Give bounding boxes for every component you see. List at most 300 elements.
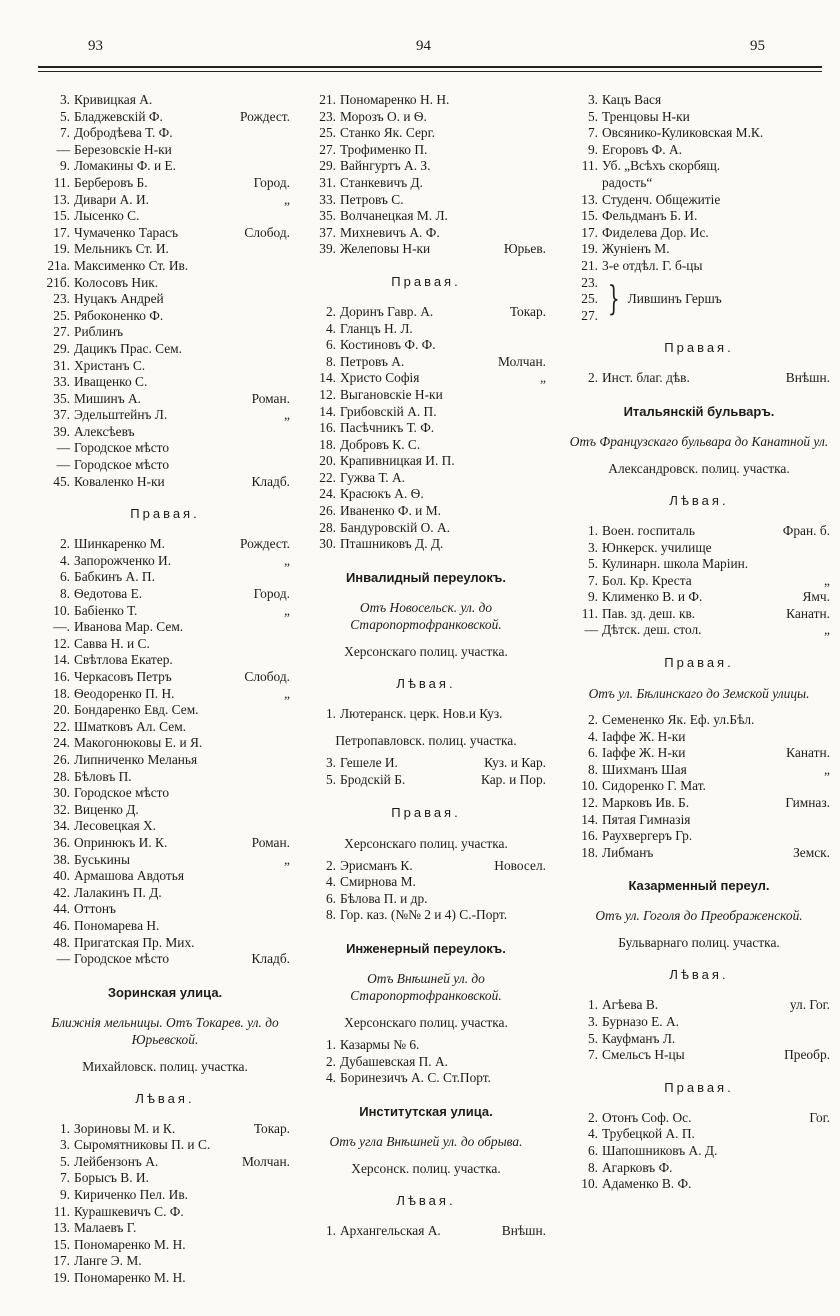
resident-name: Воен. госпиталь: [602, 522, 695, 538]
address-entry: [306, 241, 546, 258]
resident-name: Морозъ О. и Ѳ.: [340, 108, 427, 124]
house-number: 1.: [325, 705, 336, 721]
address-entry: [568, 225, 830, 242]
resident-name: Ломакины Ф. и Е.: [74, 158, 177, 174]
resident-name: Опринюкъ И. К.: [74, 834, 168, 850]
address-entry: [568, 845, 830, 862]
house-number: —: [56, 141, 70, 157]
address-entry: [568, 812, 830, 829]
resident-name: Уб. „Всѣхъ скорбящ.: [602, 158, 721, 174]
house-number: 23.: [53, 291, 70, 307]
cross-street-note: Роман.: [251, 390, 290, 406]
side-heading-right: Правая.: [391, 273, 461, 289]
address-entry: [40, 258, 290, 275]
house-number: 6.: [587, 745, 598, 761]
house-number: 18.: [319, 436, 336, 452]
resident-name: Егоровъ Ф. А.: [602, 141, 682, 157]
resident-name: Грибовскій А. П.: [340, 403, 437, 419]
resident-name: Ѳедотова Е.: [74, 586, 143, 602]
house-number: 46.: [53, 917, 70, 933]
house-number: 24.: [53, 735, 70, 751]
address-entry: [40, 391, 290, 408]
house-number: 38.: [53, 851, 70, 867]
house-number: 17.: [581, 224, 598, 240]
address-entry: [40, 1187, 290, 1204]
police-precinct: Херсонскаго полиц. участка.: [344, 835, 508, 851]
house-number: 37.: [319, 224, 336, 240]
address-entry: [568, 1031, 830, 1048]
house-number: 4.: [325, 320, 336, 336]
resident-name: Бабкинъ А. П.: [74, 569, 155, 585]
resident-name: Шматковъ Ал. Сем.: [74, 718, 187, 734]
resident-name: Шинкаренко М.: [74, 536, 166, 552]
resident-name: Станкевичъ Д.: [340, 174, 423, 190]
resident-name: Бладжевскій Ф.: [74, 108, 163, 124]
house-number: 5.: [59, 1153, 70, 1169]
address-entry: [568, 158, 830, 175]
house-number: 10.: [53, 602, 70, 618]
address-entry: [306, 208, 546, 225]
resident-name: радость“: [602, 174, 653, 190]
resident-name: Красюкъ А. Ѳ.: [340, 486, 424, 502]
address-entry: [40, 735, 290, 752]
house-number: 15.: [53, 208, 70, 224]
house-number: 5.: [587, 556, 598, 572]
resident-name: Армашова Авдотья: [74, 868, 185, 884]
resident-name: Кириченко Пел. Ив.: [74, 1187, 189, 1203]
address-entry: [568, 556, 830, 573]
house-number: —.: [53, 619, 70, 635]
house-number: 33.: [53, 374, 70, 390]
resident-name: Агѣева В.: [602, 997, 659, 1013]
house-number: 19.: [53, 1270, 70, 1286]
house-number: —: [56, 951, 70, 967]
house-number: 27.: [581, 307, 598, 323]
house-number: 11.: [53, 174, 70, 190]
cross-street-note: Куз. и Кар.: [484, 755, 546, 771]
house-number: 2.: [587, 370, 598, 386]
address-entry: [40, 818, 290, 835]
resident-name: Гланцъ Н. Л.: [340, 320, 413, 336]
resident-name: Дѣтск. деш. стол.: [602, 622, 702, 638]
address-entry: [568, 523, 830, 540]
address-entry: [40, 275, 290, 292]
house-number: 5.: [325, 772, 336, 788]
address-entry: [40, 935, 290, 952]
house-number: 22.: [319, 469, 336, 485]
house-number: 12.: [581, 795, 598, 811]
address-entry: [40, 752, 290, 769]
house-number: 1.: [587, 522, 598, 538]
house-number: 14.: [53, 652, 70, 668]
address-entry: [40, 308, 290, 325]
house-number: 30.: [53, 785, 70, 801]
address-entry: [40, 802, 290, 819]
address-entry: [306, 891, 546, 908]
side-heading-right: Правая.: [664, 1079, 734, 1095]
resident-name: Городское мѣсто: [74, 440, 170, 456]
house-number: 10.: [581, 778, 598, 794]
resident-name: Петровъ А.: [340, 353, 405, 369]
resident-name: Нуцакъ Андрей: [74, 291, 164, 307]
house-number: 3.: [59, 1137, 70, 1153]
street-route: Отъ угла Внѣшней ул. до обрыва.: [329, 1133, 523, 1149]
resident-name: Пташниковъ Д. Д.: [340, 536, 444, 552]
street-title: Институтская улица.: [359, 1103, 493, 1119]
side-heading-left: Лѣвая.: [669, 967, 729, 983]
resident-name: Виценко Д.: [74, 801, 139, 817]
house-number: 16.: [319, 420, 336, 436]
cross-street-note: Слобод.: [244, 669, 290, 684]
address-entry: [40, 1270, 290, 1287]
house-number: 8.: [325, 907, 336, 923]
resident-name: Гужва Т. А.: [340, 469, 405, 485]
resident-name: Березовскіе Н-ки: [74, 141, 172, 157]
resident-name: Борысъ В. И.: [74, 1170, 149, 1186]
cross-street-note: „: [284, 191, 290, 207]
address-entry: [568, 92, 830, 109]
address-entry: [306, 304, 546, 321]
resident-name: Буськины: [74, 851, 130, 867]
address-entry: [568, 745, 830, 762]
resident-name: Кривицкая А.: [74, 92, 153, 107]
house-number: 14.: [319, 370, 336, 386]
address-entry: [40, 474, 290, 491]
house-number: 29.: [319, 158, 336, 174]
address-entry: [306, 158, 546, 175]
cross-street-note: „: [284, 851, 290, 867]
resident-name: Риблинъ: [74, 324, 124, 340]
side-heading-left: Лѣвая.: [396, 675, 456, 691]
cross-street-note: Токар.: [253, 1120, 290, 1136]
resident-name: Лалакинъ П. Д.: [74, 884, 162, 900]
house-number: —: [584, 622, 598, 638]
house-number: 11.: [581, 605, 598, 621]
address-entry: [568, 175, 830, 192]
address-list: [306, 755, 546, 788]
address-entry: [40, 619, 290, 636]
column-page-93: [40, 92, 290, 1287]
address-entry: [568, 1110, 830, 1127]
address-entry: [568, 795, 830, 812]
cross-street-note: Ямч.: [802, 589, 830, 605]
house-number: 14.: [319, 403, 336, 419]
house-number: 34.: [53, 818, 70, 834]
resident-name: Шихманъ Шая: [602, 761, 687, 777]
header-rule-thin: [38, 71, 822, 72]
house-number: 22.: [53, 718, 70, 734]
house-number: 27.: [53, 324, 70, 340]
cross-street-note: Гог.: [809, 1109, 830, 1125]
resident-name: Семененко Як. Еф. ул.Бѣл.: [602, 712, 755, 728]
page-number-left: 93: [88, 38, 103, 54]
cross-street-note: Город.: [253, 586, 290, 602]
resident-name: Максименко Ст. Ив.: [74, 257, 189, 273]
resident-name: Чумаченко Тарасъ: [74, 224, 179, 240]
house-number: 42.: [53, 884, 70, 900]
address-list: [306, 858, 546, 924]
side-heading-left: Лѣвая.: [135, 1090, 195, 1106]
street-title: Инженерный переулокъ.: [346, 941, 506, 956]
cross-street-note: Токар.: [509, 303, 546, 319]
house-number: 5.: [587, 1030, 598, 1046]
street-route: Отъ Новосельск. ул. до Старопортофранковской.: [350, 599, 502, 632]
resident-name: Доринъ Гавр. А.: [340, 303, 434, 319]
resident-name: Рябоконенко Ф.: [74, 307, 164, 323]
resident-name: Оттонъ: [74, 901, 116, 917]
resident-name: Кацъ Вася: [602, 92, 662, 107]
house-number: 9.: [59, 1187, 70, 1203]
address-entry: [40, 918, 290, 935]
resident-name: Городское мѣсто: [74, 457, 170, 473]
house-number: 1.: [59, 1120, 70, 1136]
resident-name: Дацикъ Прас. Сем.: [74, 340, 182, 356]
address-entry: [568, 997, 830, 1014]
resident-name: Клименко В. и Ф.: [602, 589, 703, 605]
police-precinct: Михайловск. полиц. участка.: [82, 1058, 248, 1074]
house-number: 8.: [587, 761, 598, 777]
resident-name: Мельникъ Ст. И.: [74, 241, 169, 257]
house-number: 6.: [587, 1142, 598, 1158]
house-number: 21.: [581, 257, 598, 273]
resident-name: Пригатская Пр. Мих.: [74, 934, 195, 950]
house-number: 16.: [53, 669, 70, 684]
address-entry: [40, 669, 290, 686]
resident-name: Иваненко Ф. и М.: [340, 503, 441, 519]
cross-street-note: „: [824, 572, 830, 588]
resident-name: Христанъ С.: [74, 357, 146, 373]
resident-name: Колосовъ Ник.: [74, 274, 159, 290]
resident-name: Выгановскіе Н-ки: [340, 386, 443, 402]
address-entry: [40, 109, 290, 126]
address-entry: [40, 835, 290, 852]
address-entry: [568, 241, 830, 258]
house-number: —: [56, 457, 70, 473]
house-number: 2.: [325, 857, 336, 873]
resident-name: Коваленко Н-ки: [74, 473, 165, 489]
police-precinct: Херсонск. полиц. участка.: [351, 1160, 501, 1176]
resident-name: Макогонюковы Е. и Я.: [74, 735, 203, 751]
address-entry: [568, 762, 830, 779]
address-entry: [568, 192, 830, 209]
address-entry: [568, 828, 830, 845]
resident-name: Лесовецкая Х.: [74, 818, 157, 834]
resident-name: Черкасовъ Петръ: [74, 669, 172, 684]
address-entry: [40, 536, 290, 553]
cross-street-note: Новосел.: [494, 857, 546, 873]
address-entry: [568, 1160, 830, 1177]
house-number: 40.: [53, 868, 70, 884]
address-list: [568, 523, 830, 639]
address-entry: [568, 540, 830, 557]
address-entry: [306, 486, 546, 503]
address-entry: [306, 225, 546, 242]
resident-name: Бондаренко Евд. Сем.: [74, 702, 199, 718]
cross-street-note: Канатн.: [786, 605, 830, 621]
resident-name: Михневичъ А. Ф.: [340, 224, 440, 240]
resident-name: Архангельская А.: [340, 1222, 441, 1238]
house-number: 30.: [319, 536, 336, 552]
house-number: 6.: [59, 569, 70, 585]
address-entry: [306, 437, 546, 454]
address-entry: [40, 225, 290, 242]
side-heading-right: Правая.: [130, 506, 200, 522]
address-entry: [40, 951, 290, 968]
address-list: [40, 536, 290, 967]
cross-street-note: Юрьев.: [503, 241, 546, 257]
resident-name: Студенч. Общежитіе: [602, 191, 721, 207]
address-entry: [306, 420, 546, 437]
address-list: [306, 1223, 546, 1240]
address-entry: [306, 1223, 546, 1240]
house-number: 3.: [325, 755, 336, 771]
address-entry: [568, 1176, 830, 1193]
address-entry: [306, 772, 546, 789]
cross-street-note: „: [824, 622, 830, 638]
resident-name: Смельсъ Н-цы: [602, 1047, 685, 1063]
house-number: 2.: [325, 303, 336, 319]
street-route: Отъ ул. Гоголя до Преображенской.: [595, 908, 803, 924]
house-number: 33.: [319, 191, 336, 207]
resident-name: Бродскій Б.: [340, 772, 406, 788]
resident-name: Отонъ Соф. Ос.: [602, 1109, 692, 1125]
house-number: 21б.: [46, 274, 70, 290]
address-entry: [306, 387, 546, 404]
house-number: 18.: [53, 685, 70, 701]
resident-name: Городское мѣсто: [74, 785, 170, 801]
resident-name: Бурназо Е. А.: [602, 1014, 680, 1029]
house-number: 2.: [59, 536, 70, 552]
house-number: 23.: [581, 274, 598, 290]
house-number: 37.: [53, 407, 70, 423]
resident-name: Добродѣева Т. Ф.: [74, 125, 173, 141]
address-entry: [306, 470, 546, 487]
cross-street-note: Преобр.: [784, 1047, 830, 1063]
address-entry: [306, 1054, 546, 1071]
resident-name: Курашкевичъ С. Ф.: [74, 1203, 184, 1219]
address-list: [40, 1121, 290, 1287]
house-number: 11.: [53, 1203, 70, 1219]
resident-name: Савва Н. и С.: [74, 635, 150, 651]
resident-name: Трофименко П.: [340, 141, 428, 157]
resident-name: Эрисманъ К.: [340, 857, 413, 873]
address-entry: [568, 208, 830, 225]
house-number: 2.: [587, 712, 598, 728]
resident-name: Смирнова М.: [340, 874, 416, 890]
address-entry: [568, 1143, 830, 1160]
house-number: 28.: [53, 768, 70, 784]
address-entry: [306, 109, 546, 126]
resident-name: Агарковъ Ф.: [602, 1159, 673, 1175]
resident-name: Бандуровскій О. А.: [340, 519, 451, 535]
resident-name: Бѣлова П. и др.: [340, 890, 428, 906]
header-rule-thick: [38, 66, 822, 68]
resident-name: Станко Як. Серг.: [340, 125, 435, 141]
resident-name: Юнкерск. училище: [602, 539, 712, 555]
house-number: 13.: [53, 191, 70, 207]
address-entry: [568, 778, 830, 795]
address-entry: [568, 109, 830, 126]
resident-name: Петровъ С.: [340, 191, 404, 207]
resident-name: Фельдманъ Б. И.: [602, 208, 698, 224]
house-number: 9.: [587, 589, 598, 605]
house-number: 6.: [325, 337, 336, 353]
resident-name: Бабіенко Т.: [74, 602, 138, 618]
address-entry: [40, 1137, 290, 1154]
house-number: 17.: [53, 224, 70, 240]
resident-name: Адаменко В. Ф.: [602, 1176, 692, 1192]
resident-name: Сыромятниковы П. и С.: [74, 1137, 211, 1153]
resident-name: Малаевъ Г.: [74, 1220, 137, 1236]
house-number: 8.: [325, 353, 336, 369]
address-entry: [568, 729, 830, 746]
address-entry: [40, 785, 290, 802]
address-list: [568, 997, 830, 1063]
cross-street-note: Канатн.: [786, 745, 830, 761]
address-entry: [40, 341, 290, 358]
cross-street-note: Фран. б.: [782, 522, 830, 538]
resident-name: 3-е отдѣл. Г. б-цы: [602, 257, 703, 273]
address-entry: [40, 175, 290, 192]
resident-name: Иващенко С.: [74, 374, 148, 390]
cross-street-note: „: [824, 761, 830, 777]
address-entry: [40, 1220, 290, 1237]
resident-name: Іаффе Ж. Н-ки: [602, 745, 686, 761]
street-route: Отъ Внѣшней ул. до Старопортофранковской.: [350, 971, 502, 1003]
side-heading-right: Правая.: [391, 804, 461, 820]
street-title: Казарменный переул.: [628, 878, 770, 894]
house-number: 35.: [53, 390, 70, 406]
address-entry: [40, 769, 290, 786]
police-precinct: Херсонскаго полиц. участка.: [344, 643, 508, 659]
police-precinct: Бульварнаго полиц. участка.: [618, 935, 780, 951]
address-entry: [568, 258, 830, 275]
address-entry: [40, 358, 290, 375]
address-entry: [306, 92, 546, 109]
house-number: 25.: [53, 307, 70, 323]
resident-name: Волчанецкая М. Л.: [340, 208, 448, 224]
address-entry: [306, 453, 546, 470]
address-entry: [306, 907, 546, 924]
resident-name: Лысенко С.: [74, 208, 140, 224]
resident-name: Костиновъ Ф. Ф.: [340, 337, 436, 353]
resident-name: Кауфманъ Л.: [602, 1030, 676, 1046]
page-number-right: 95: [750, 38, 765, 54]
address-list: [306, 304, 546, 553]
house-number: 4.: [325, 1070, 336, 1086]
house-number: 15.: [581, 208, 598, 224]
address-entry: [306, 874, 546, 891]
house-number: 32.: [53, 801, 70, 817]
address-entry: [306, 536, 546, 553]
resident-name: Дивари А. И.: [74, 191, 149, 207]
house-number: 4.: [325, 874, 336, 890]
resident-name: Алексѣевъ: [74, 423, 135, 439]
house-number: 25.: [581, 291, 598, 307]
house-number: 25.: [319, 125, 336, 141]
resident-name: Лютеранск. церк. Нов.и Куз.: [340, 705, 503, 721]
house-number: 3.: [587, 1014, 598, 1029]
house-number: 15.: [53, 1236, 70, 1252]
address-entry: [40, 291, 290, 308]
address-entry: [40, 92, 290, 109]
cross-street-note: Кар. и Пор.: [480, 772, 546, 788]
address-entry: [306, 503, 546, 520]
house-number: 7.: [59, 125, 70, 141]
police-precinct: Александровск. полиц. участка.: [608, 460, 790, 476]
house-number: 3.: [59, 92, 70, 107]
cross-street-note: Кладб.: [251, 473, 290, 489]
